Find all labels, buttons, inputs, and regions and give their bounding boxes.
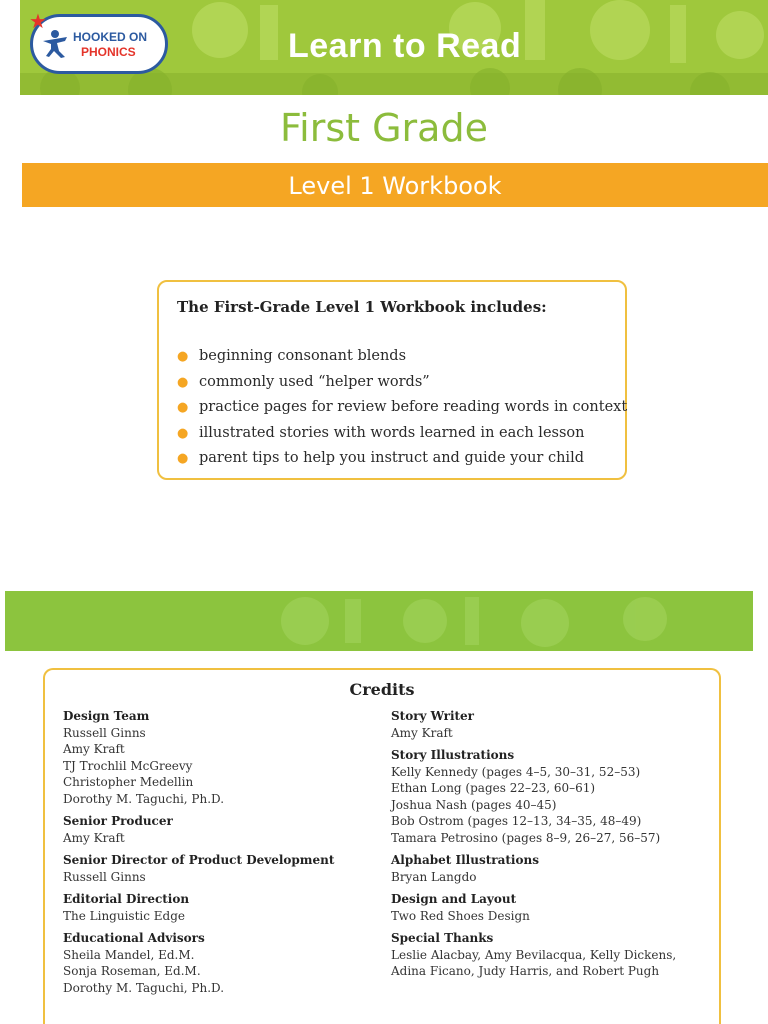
credit-group <box>63 930 383 996</box>
bullet-dot-icon: ● <box>177 374 189 390</box>
header-banner <box>20 0 768 95</box>
credit-name: Bryan Langdo <box>391 869 477 884</box>
credit-heading: Story Writer <box>391 709 475 723</box>
bullet-dot-icon: ● <box>177 400 189 415</box>
credit-group <box>63 891 383 924</box>
logo-line2: PHONICS <box>81 45 136 59</box>
credit-group <box>63 708 383 807</box>
credit-name: Russell Ginns <box>63 725 146 740</box>
credit-name: Tamara Petrosino (pages 8–9, 26–27, 56–57) <box>391 830 661 845</box>
credit-name: Christopher Medellin <box>63 775 194 789</box>
list-item: ● parent tips to help you instruct and guide your child <box>177 446 627 472</box>
hooked-on-phonics-logo <box>29 9 168 74</box>
credit-name: Bob Ostrom (pages 12–13, 34–35, 48–49) <box>391 814 642 828</box>
includes-box <box>157 280 627 480</box>
reading-child-icon <box>41 29 69 59</box>
list-item: ● illustrated stories with words learned in each lesson <box>177 421 627 447</box>
list-item: ● practice pages for review before reading words in context <box>177 395 627 421</box>
credit-heading: Alphabet Illustrations <box>391 853 539 867</box>
credit-name: Adina Ficano, Judy Harris, and Robert Pugh <box>391 964 660 978</box>
list-item: ● commonly used “helper words” <box>177 370 627 396</box>
star-icon: ★ <box>29 9 47 33</box>
credit-name: Two Red Shoes Design <box>391 908 530 923</box>
bullet-dot-icon: ● <box>177 349 189 364</box>
credit-name: Sonja Roseman, Ed.M. <box>63 964 201 978</box>
logo-line1: HOOKED ON <box>73 30 148 44</box>
credit-group <box>63 852 383 885</box>
credit-name: TJ Trochlil McGreevy <box>63 758 193 773</box>
credit-name: Russell Ginns <box>63 869 146 884</box>
workbook-bar <box>22 163 768 207</box>
credit-group <box>391 930 711 980</box>
credit-name: The Linguistic Edge <box>63 908 186 923</box>
credit-heading: Senior Producer <box>63 814 173 828</box>
list-item: ● beginning consonant blends <box>177 344 627 370</box>
credit-heading: Design Team <box>63 709 150 723</box>
decorative-letter-pattern <box>5 591 753 651</box>
credit-name: Dorothy M. Taguchi, Ph.D. <box>63 791 225 806</box>
credit-name: Amy Kraft <box>63 830 125 845</box>
bullet-dot-icon: ● <box>177 425 189 441</box>
credit-group <box>391 708 711 741</box>
credit-name: Amy Kraft <box>391 725 453 740</box>
credit-group <box>391 852 711 885</box>
credit-heading: Story Illustrations <box>391 748 515 762</box>
grade-title: First Grade <box>280 106 488 150</box>
workbook-label: Level 1 Workbook <box>288 172 502 200</box>
credits-box <box>43 668 721 1024</box>
credit-group <box>391 891 711 924</box>
credit-name: Amy Kraft <box>63 742 125 756</box>
credits-left-column <box>63 708 383 1002</box>
credit-name: Dorothy M. Taguchi, Ph.D. <box>63 980 225 995</box>
credit-heading: Senior Director of Product Development <box>63 853 335 867</box>
bullet-dot-icon: ● <box>177 451 189 466</box>
credit-name: Kelly Kennedy (pages 4–5, 30–31, 52–53) <box>391 764 641 779</box>
credit-heading: Design and Layout <box>391 892 517 906</box>
includes-heading: The First-Grade Level 1 Workbook includes: <box>177 298 547 316</box>
banner-title: Learn to Read <box>288 27 522 65</box>
credit-name: Joshua Nash (pages 40–45) <box>391 797 557 812</box>
credit-name: Sheila Mandel, Ed.M. <box>63 947 195 962</box>
credit-heading: Educational Advisors <box>63 931 205 945</box>
credit-name: Ethan Long (pages 22–23, 60–61) <box>391 781 596 795</box>
credit-heading: Editorial Direction <box>63 892 190 906</box>
credit-heading: Special Thanks <box>391 931 494 945</box>
includes-list <box>177 344 627 472</box>
credits-title: Credits <box>349 680 415 699</box>
credits-right-column <box>391 708 711 986</box>
credit-name: Leslie Alacbay, Amy Bevilacqua, Kelly Dickens, <box>391 947 677 962</box>
credit-group <box>391 747 711 846</box>
credit-group <box>63 813 383 846</box>
green-divider-bar <box>5 591 753 651</box>
